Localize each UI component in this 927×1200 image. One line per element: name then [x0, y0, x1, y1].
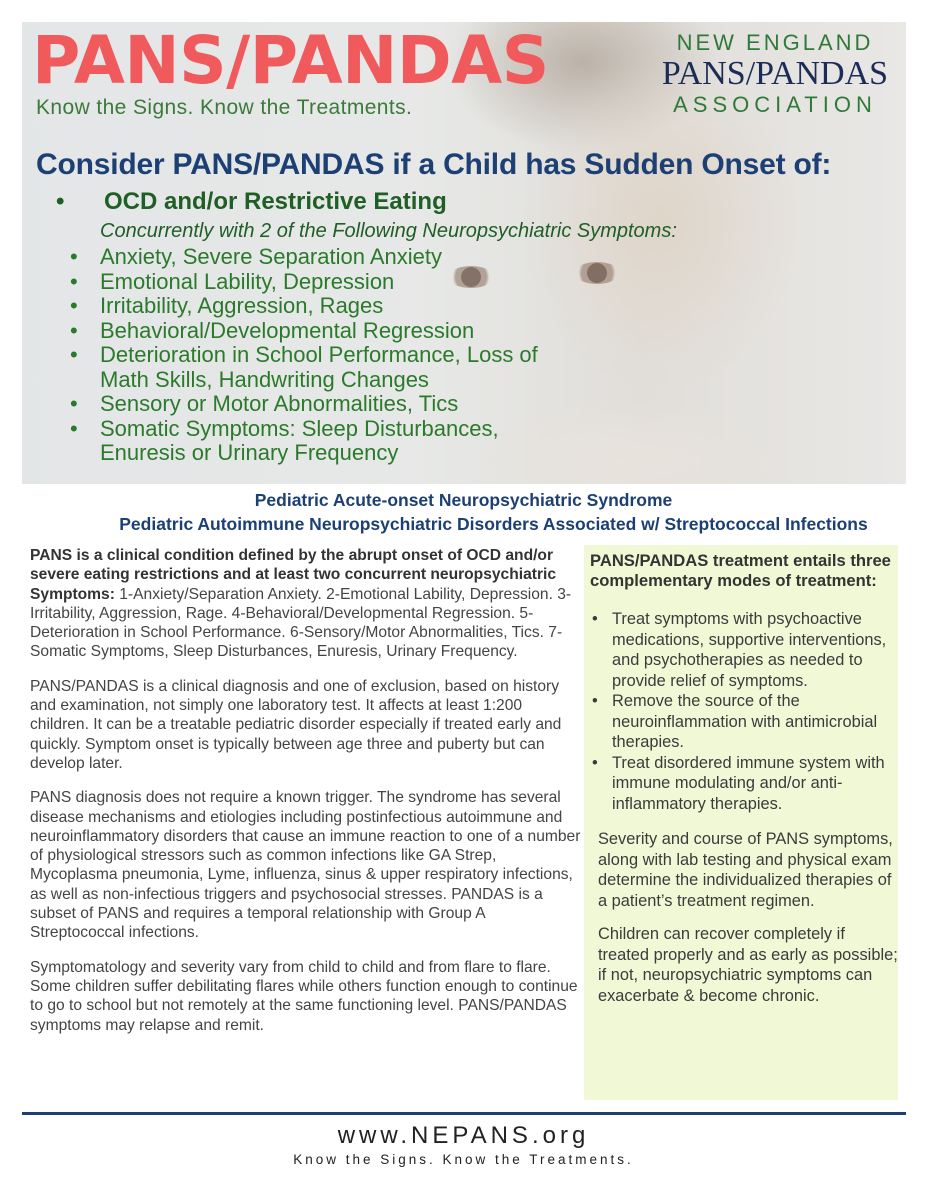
treatment-item-text: Treat symptoms with psychoactive medications, supportive interventions, and psychotherapies as needed to provide relief of symptoms.	[612, 610, 887, 690]
treatment-item-text: Remove the source of the neuroinflammation with antimicrobial therapies.	[612, 692, 878, 751]
body-paragraph-4: Symptomatology and severity vary from child to child and from flare to flare. Some children suffer debilitating flares while others function enough to continue to go to school but not remotely at the same functioning level. PANS/PANDAS symptoms may relapse and remit.	[30, 958, 578, 1034]
footer-divider	[22, 1112, 906, 1115]
bullet-icon: •	[70, 268, 78, 294]
symptom-text	[100, 417, 499, 466]
body-paragraph-1	[30, 546, 582, 662]
bullet-icon: •	[70, 317, 78, 343]
symptom-text	[100, 270, 394, 295]
bullet-icon: •	[592, 692, 598, 710]
body-text	[30, 546, 582, 1050]
body-paragraph-1-rest: 1-Anxiety/Separation Anxiety. 2-Emotional Lability, Depression. 3-Irritability, Aggression, Rage. 4-Behavioral/Developmental Regression. 5-Deterioration in School Performance. 6-Sensory/Motor Abnormalities, Tics. 7-Somatic Symptoms, Sleep Disturbances, Enuresis, Urinary Frequency.	[30, 585, 572, 661]
definition-headings	[0, 488, 927, 536]
symptom-item	[52, 294, 752, 319]
criteria-primary-text: OCD and/or Restrictive Eating	[104, 188, 447, 215]
symptom-line: Irritability, Aggression, Rages	[100, 293, 384, 318]
pans-definition: Pediatric Acute-onset Neuropsychiatric Syndrome	[254, 490, 673, 510]
sidebar-paragraph-1: Severity and course of PANS symptoms, along with lab testing and physical exam determine the individualized therapies of a patient’s treatment regimen.	[598, 830, 893, 910]
symptom-item	[52, 270, 752, 295]
symptom-item	[52, 319, 752, 344]
treatment-item	[588, 691, 898, 753]
bullet-icon: •	[56, 188, 65, 215]
symptom-text	[100, 392, 458, 417]
bullet-icon: •	[70, 391, 78, 416]
symptom-text	[100, 319, 474, 344]
logo-line-3: ASSOCIATION	[673, 91, 877, 117]
pandas-definition: Pediatric Autoimmune Neuropsychiatric Disorders Associated w/ Streptococcal Infections	[119, 514, 868, 534]
treatment-item-text: Treat disordered immune system with immune modulating and/or anti-inflammatory therapies.	[612, 753, 885, 813]
bullet-icon: •	[70, 293, 78, 318]
logo-line-2: PANS/PANDAS	[661, 55, 889, 92]
symptom-item	[52, 343, 752, 392]
bullet-icon: •	[70, 415, 78, 441]
bullet-icon: •	[592, 753, 598, 772]
criteria-subheading: Concurrently with 2 of the Following Neuropsychiatric Symptoms:	[100, 220, 677, 242]
footer-tagline: Know the Signs. Know the Treatments.	[293, 1152, 634, 1167]
bullet-icon: •	[70, 244, 78, 269]
symptom-text	[100, 343, 538, 392]
sidebar-paragraph-2: Children can recover completely if treated properly and as early as possible; if not, neuropsychiatric symptoms can exacerbate & become chronic.	[598, 925, 898, 1005]
body-paragraph-2: PANS/PANDAS is a clinical diagnosis and one of exclusion, based on history and examination, not simply one laboratory test. It affects at least 1:200 children. It can be a treatable pediatric disorder especially if treated early and quickly. Symptom onset is typically between age three and puberty but can develop later.	[30, 677, 562, 772]
footer-website-link[interactable]: www.NEPANS.org	[337, 1122, 590, 1149]
treatment-item	[588, 753, 898, 815]
association-logo	[644, 30, 906, 118]
treatment-sidebar	[584, 545, 898, 1100]
criteria-heading: Consider PANS/PANDAS if a Child has Sudden Onset of:	[36, 148, 832, 181]
page-title: PANS/PANDAS	[32, 22, 549, 99]
symptom-line: Enuresis or Urinary Frequency	[100, 440, 399, 465]
body-paragraph-3: PANS diagnosis does not require a known trigger. The syndrome has several disease mechanisms and etiologies including postinfectious autoimmune and neuroinflammatory disorders that cause an immune reaction to one of a number of physiological stressors such as common infections like GA Strep, Mycoplasma pneumonia, Lyme, influenza, sinus & upper respiratory infections, as well as non-infectious triggers and psychosocial stresses. PANDAS is a subset of PANS and requires a temporal relationship with Group A Streptococcal infections.	[30, 789, 581, 942]
symptom-item	[52, 392, 752, 417]
symptom-item	[52, 245, 752, 270]
symptom-line: Deterioration in School Performance, Loss of	[100, 342, 538, 367]
treatment-item	[588, 609, 898, 691]
treatment-list	[588, 609, 898, 814]
symptom-line: Math Skills, Handwriting Changes	[100, 366, 429, 392]
header-tagline: Know the Signs. Know the Treatments.	[36, 96, 413, 119]
symptom-line: Somatic Symptoms: Sleep Disturbances,	[100, 415, 499, 441]
criteria-primary	[52, 188, 752, 216]
body-paragraph-1-bold: PANS is a clinical condition defined by the abrupt onset of OCD and/or severe eating restrictions and at least two concurrent neuropsychiatric Symptoms:	[30, 547, 557, 603]
logo-line-1: NEW ENGLAND	[676, 30, 874, 55]
symptom-line: Behavioral/Developmental Regression	[100, 317, 475, 343]
symptom-line: Emotional Lability, Depression	[100, 268, 395, 294]
bullet-icon: •	[70, 342, 78, 367]
hero-banner	[22, 22, 906, 484]
symptom-list	[52, 245, 752, 466]
symptom-line: Anxiety, Severe Separation Anxiety	[100, 244, 443, 269]
criteria-list	[52, 188, 752, 466]
symptom-text	[100, 294, 383, 319]
bullet-icon: •	[592, 610, 598, 628]
treatment-title: PANS/PANDAS treatment entails three complementary modes of treatment:	[590, 551, 891, 590]
symptom-text	[100, 245, 442, 270]
symptom-item	[52, 417, 752, 466]
symptom-line: Sensory or Motor Abnormalities, Tics	[100, 391, 459, 416]
